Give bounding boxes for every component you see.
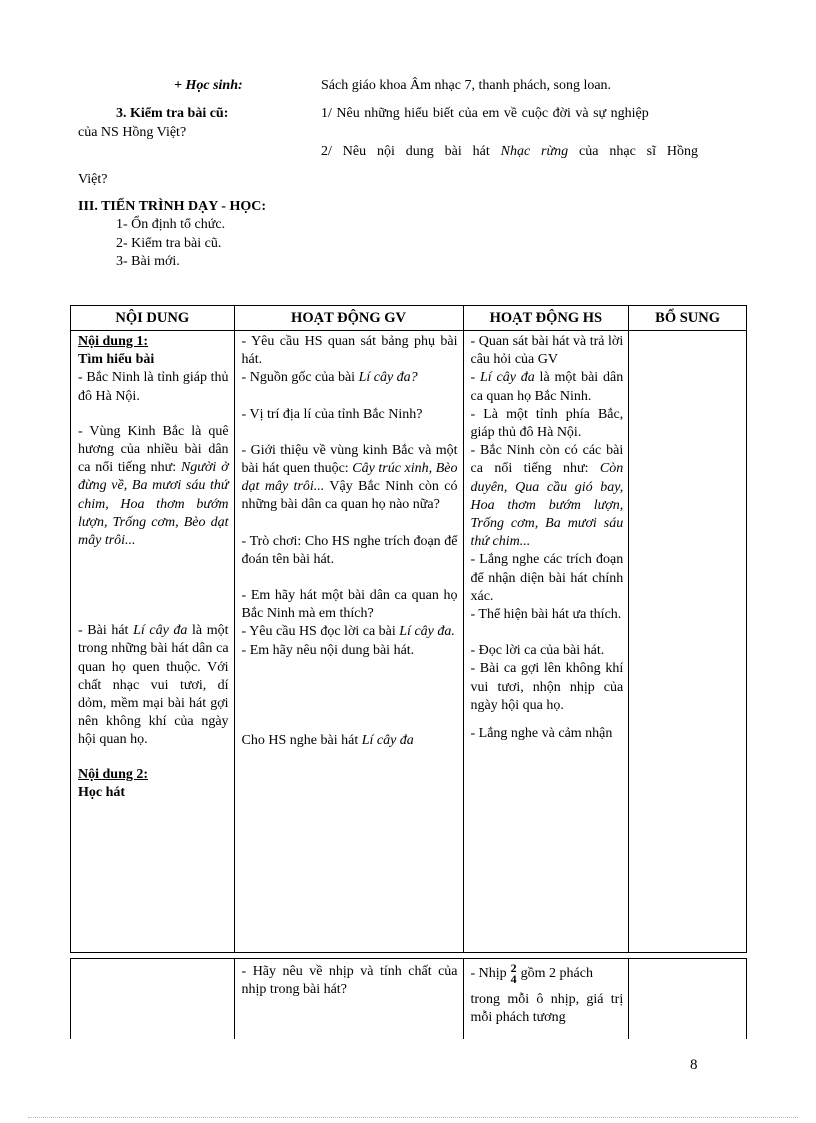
hs-item-3: - Là một tỉnh phía Bắc, giáp thủ đô Hà Nội.: [470, 406, 624, 441]
cont-hs-cell: [463, 959, 629, 1040]
bo-sung-cell: [629, 331, 747, 953]
lesson-table-continued: [70, 958, 747, 1039]
step-2: 2- Kiểm tra bài cũ.: [116, 236, 222, 251]
hs-cell: [463, 331, 629, 953]
header-bo-sung: BỔ SUNG: [629, 306, 747, 331]
header-noi-dung: NỘI DUNG: [71, 306, 235, 331]
nd2-subtitle: Học hát: [78, 784, 126, 800]
hs-item-2: - Lí cây đa là một bài dân ca quan họ Bắc Ninh.: [470, 370, 624, 404]
hs-item-1: - Quan sát bài hát và trả lời câu hỏi của GV: [470, 334, 624, 368]
nd1-subtitle: Tìm hiểu bài: [78, 352, 155, 368]
kiem-tra-label: 3. Kiểm tra bài cũ:: [116, 106, 229, 121]
time-signature: 2 4: [510, 961, 517, 986]
hoc-sinh-label: + Học sinh:: [174, 78, 243, 93]
question-2-line1: 2/ Nêu nội dung bài hát Nhạc rừng của nhạc sĩ Hồng: [321, 144, 698, 159]
gv-item-9: Cho HS nghe bài hát Lí cây đa: [241, 732, 414, 748]
nd2-title: Nội dung 2:: [78, 766, 149, 782]
gv-item-4: - Giới thiệu về vùng kinh Bắc và một bài hát quen thuộc: Cây trúc xinh, Bèo dạt mây trôi... Vậy Bắc Ninh còn có những bài dân ca quan họ nào nữa?: [241, 442, 458, 513]
nd1-title: Nội dung 1:: [78, 334, 149, 349]
page-number: 8: [690, 1057, 698, 1073]
hs-item-5: - Lắng nghe các trích đoạn để nhận diện bài hát chính xác.: [470, 552, 624, 604]
hs-item-6: - Thể hiện bài hát ưa thích.: [470, 607, 622, 623]
step-1: 1- Ổn định tổ chức.: [116, 217, 226, 232]
page-bottom-border: [28, 1117, 798, 1118]
cont-bo-sung-cell: [629, 959, 747, 1040]
lesson-table: [70, 305, 747, 953]
header-hoat-dong-gv: HOẠT ĐỘNG GV: [234, 306, 463, 331]
cont-gv-cell: [234, 959, 463, 1040]
hs-item-7: - Đọc lời ca của bài hát.: [470, 643, 605, 659]
hs-item-9: - Lắng nghe và cảm nhận: [470, 726, 613, 742]
hs-item-4: - Bắc Ninh còn có các bài ca nổi tiếng như: Còn duyên, Qua cầu gió bay, Hoa thơm bướm lượn, Trống cơm, Ba mươi sáu thứ chim...: [470, 443, 624, 550]
gv-item-6: - Em hãy hát một bài dân ca quan họ Bắc Ninh mà em thích?: [241, 588, 458, 622]
gv-item-1: - Yêu cầu HS quan sát bảng phụ bài hát.: [241, 334, 458, 368]
question-2-line2: Việt?: [78, 172, 108, 187]
hs-item-8: - Bài ca gợi lên không khí vui tươi, nhộn nhịp của ngày hội qua họ.: [470, 661, 624, 713]
hoc-sinh-text: Sách giáo khoa Âm nhạc 7, thanh phách, song loan.: [321, 78, 612, 93]
gv-item-7: - Yêu cầu HS đọc lời ca bài Lí cây đa.: [241, 624, 455, 640]
gv-item-2: - Nguồn gốc của bài Lí cây đa?: [241, 370, 418, 386]
cont-noi-dung-cell: [71, 959, 235, 1040]
cont-hs-rest: trong mỗi ô nhịp, giá trị mỗi phách tương: [470, 992, 624, 1025]
nd-paragraph-2: - Vùng Kinh Bắc là quê hương của nhiều bài dân ca nổi tiếng như: Người ở đừng về, Ba mươi sáu thứ chim, Hoa thơm bướm lượn, Trống cơm, Bèo dạt mây trôi...: [78, 423, 229, 549]
gv-cell: [234, 331, 463, 953]
noi-dung-cell: [71, 331, 235, 953]
nd-paragraph-1: - Bắc Ninh là tỉnh giáp thủ đô Hà Nội.: [78, 370, 229, 404]
question-1-line2: của NS Hồng Việt?: [78, 125, 187, 140]
cont-hs-meter: - Nhịp 2 4 gồm 2 phách: [470, 961, 593, 986]
header-hoat-dong-hs: HOẠT ĐỘNG HS: [463, 306, 629, 331]
nd-paragraph-3: - Bài hát Lí cây đa là một trong những bài hát dân ca quan họ quen thuộc. Với chất nhạc vui tươi, dí dỏm, mềm mại bài hát gợi nên không khí của ngày hội quan họ.: [78, 623, 229, 748]
gv-item-3: - Vị trí địa lí của tỉnh Bắc Ninh?: [241, 406, 423, 422]
section-title: III. TIẾN TRÌNH DẠY - HỌC:: [78, 199, 266, 214]
step-3: 3- Bài mới.: [116, 254, 180, 269]
gv-item-8: - Em hãy nêu nội dung bài hát.: [241, 642, 415, 658]
gv-item-5: - Trò chơi: Cho HS nghe trích đoạn để đoán tên bài hát.: [241, 533, 458, 567]
cont-gv-item: - Hãy nêu về nhịp và tính chất của nhịp trong bài hát?: [241, 964, 458, 997]
question-1-line1: 1/ Nêu những hiểu biết của em về cuộc đời và sự nghiệp: [321, 106, 649, 121]
